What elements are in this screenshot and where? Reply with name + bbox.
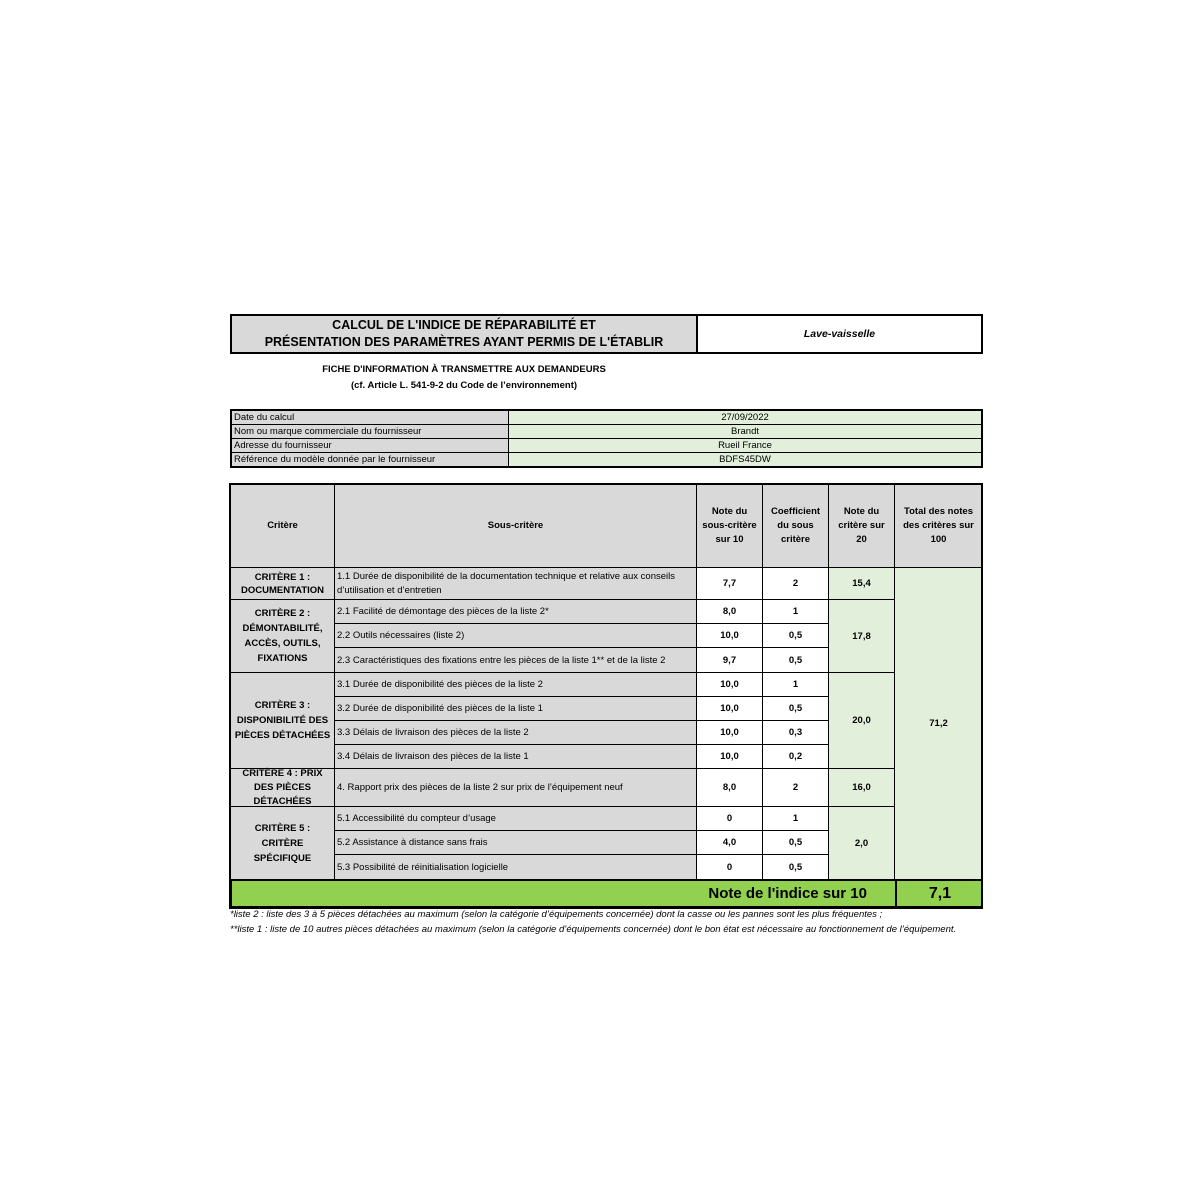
criterion-3-cell: CRITÈRE 3 : DISPONIBILITÉ DES PIÈCES DÉTACHÉES xyxy=(230,672,335,769)
info-value: Rueil France xyxy=(509,439,983,453)
info-row-brand xyxy=(231,425,982,439)
sub-criterion-note: 0 xyxy=(696,854,763,880)
col-header-total: Total des notes des critères sur 100 xyxy=(894,484,983,568)
info-label: Date du calcul xyxy=(231,410,509,425)
info-label: Référence du modèle donnée par le fournisseur xyxy=(231,453,509,468)
sub-criterion-label: 4. Rapport prix des pièces de la liste 2 sur prix de l’équipement neuf xyxy=(334,768,697,807)
criterion-3-score: 20,0 xyxy=(828,672,895,769)
sub-criterion-coef: 0,5 xyxy=(762,830,829,855)
sub-criterion-coef: 0,5 xyxy=(762,647,829,673)
col-header-critere: Critère xyxy=(230,484,335,568)
info-label: Nom ou marque commerciale du fournisseur xyxy=(231,425,509,439)
criterion-2-cell: CRITÈRE 2 : DÉMONTABILITÉ, ACCÈS, OUTILS, FIXATIONS xyxy=(230,599,335,673)
info-label: Adresse du fournisseur xyxy=(231,439,509,453)
footnote-liste-2: *liste 2 : liste des 3 à 5 pièces détachées au maximum (selon la catégorie d’équipements concernée) dont la casse ou les pannes sont les plus fréquentes ; xyxy=(230,909,883,920)
sub-criterion-note: 7,7 xyxy=(696,567,763,600)
sub-criterion-coef: 0,5 xyxy=(762,623,829,648)
sub-criterion-label: 5.2 Assistance à distance sans frais xyxy=(334,830,697,855)
sub-criterion-coef: 0,3 xyxy=(762,720,829,745)
sub-criterion-label: 3.4 Délais de livraison des pièces de la liste 1 xyxy=(334,744,697,769)
final-score-label: Note de l'indice sur 10 xyxy=(708,885,867,902)
sub-criterion-coef: 0,5 xyxy=(762,854,829,880)
sub-criterion-label: 1.1 Durée de disponibilité de la documentation technique et relative aux conseils d’utilisation et d’entretien xyxy=(334,567,697,600)
info-row-date xyxy=(231,410,982,425)
sub-criterion-coef: 0,2 xyxy=(762,744,829,769)
sub-criterion-note: 10,0 xyxy=(696,623,763,648)
sub-criterion-label: 5.3 Possibilité de réinitialisation logicielle xyxy=(334,854,697,880)
info-value: 27/09/2022 xyxy=(509,410,983,425)
sub-criterion-coef: 2 xyxy=(762,567,829,600)
sub-criterion-coef: 2 xyxy=(762,768,829,807)
sub-criterion-coef: 1 xyxy=(762,672,829,697)
sub-criterion-coef: 1 xyxy=(762,599,829,624)
criterion-4-cell: CRITÈRE 4 : PRIX DES PIÈCES DÉTACHÉES xyxy=(230,768,335,807)
sub-criterion-coef: 1 xyxy=(762,806,829,831)
sub-criterion-note: 4,0 xyxy=(696,830,763,855)
col-header-sous-critere: Sous-critère xyxy=(334,484,697,568)
product-category: Lave-vaisselle xyxy=(696,314,983,354)
form-title-line2: PRÉSENTATION DES PARAMÈTRES AYANT PERMIS DE L'ÉTABLIR xyxy=(264,335,664,349)
final-score-value: 7,1 xyxy=(895,879,983,908)
col-header-note-critere: Note du critère sur 20 xyxy=(828,484,895,568)
sub-criterion-note: 10,0 xyxy=(696,744,763,769)
col-header-note-sous-critere: Note du sous-critère sur 10 xyxy=(696,484,763,568)
sub-criterion-note: 10,0 xyxy=(696,696,763,721)
sub-criterion-label: 2.3 Caractéristiques des fixations entre les pièces de la liste 1** et de la liste 2 xyxy=(334,647,697,673)
sub-criterion-note: 8,0 xyxy=(696,599,763,624)
info-value: BDFS45DW xyxy=(509,453,983,468)
criterion-1-score: 15,4 xyxy=(828,567,895,600)
sub-criterion-label: 2.2 Outils nécessaires (liste 2) xyxy=(334,623,697,648)
sub-criterion-note: 8,0 xyxy=(696,768,763,807)
criterion-4-score: 16,0 xyxy=(828,768,895,807)
sub-criterion-note: 9,7 xyxy=(696,647,763,673)
sub-criterion-label: 3.2 Durée de disponibilité des pièces de la liste 1 xyxy=(334,696,697,721)
article-reference: (cf. Article L. 541-9-2 du Code de l’environnement) xyxy=(350,380,578,391)
sub-criterion-note: 10,0 xyxy=(696,672,763,697)
fiche-subtitle: FICHE D'INFORMATION À TRANSMETTRE AUX DEMANDEURS xyxy=(322,364,606,375)
sub-criterion-label: 5.1 Accessibilité du compteur d’usage xyxy=(334,806,697,831)
info-value: Brandt xyxy=(509,425,983,439)
criterion-5-score: 2,0 xyxy=(828,806,895,880)
col-header-coefficient: Coefficient du sous critère xyxy=(762,484,829,568)
total-score: 71,2 xyxy=(894,567,983,880)
sub-criterion-label: 3.1 Durée de disponibilité des pièces de la liste 2 xyxy=(334,672,697,697)
criterion-5-cell: CRITÈRE 5 : CRITÈRE SPÉCIFIQUE xyxy=(230,806,335,880)
form-title xyxy=(230,314,698,354)
footnote-liste-1: **liste 1 : liste de 10 autres pièces détachées au maximum (selon la catégorie d’équipements concernée) dont le bon état est nécessaire au fonctionnement de l’équipement. xyxy=(230,924,957,935)
sub-criterion-label: 3.3 Délais de livraison des pièces de la liste 2 xyxy=(334,720,697,745)
supplier-info-table xyxy=(230,409,983,468)
info-row-model xyxy=(231,453,982,468)
sub-criterion-note: 10,0 xyxy=(696,720,763,745)
sub-criterion-note: 0 xyxy=(696,806,763,831)
sub-criterion-label: 2.1 Facilité de démontage des pièces de la liste 2* xyxy=(334,599,697,624)
criterion-1-cell: CRITÈRE 1 : DOCUMENTATION xyxy=(230,567,335,600)
form-title-line1: CALCUL DE L'INDICE DE RÉPARABILITÉ ET xyxy=(332,318,596,332)
info-row-address xyxy=(231,439,982,453)
sub-criterion-coef: 0,5 xyxy=(762,696,829,721)
criterion-2-score: 17,8 xyxy=(828,599,895,673)
